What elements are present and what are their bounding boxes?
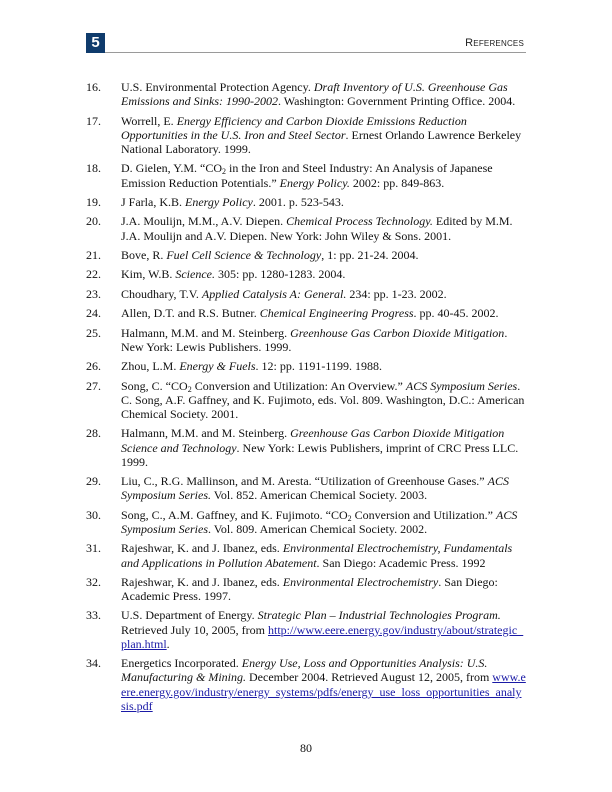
reference-number: 17. (86, 113, 101, 128)
reference-segment: U.S. Department of Energy. (121, 608, 258, 623)
reference-list (86, 80, 526, 718)
reference-segment: Zhou, L.M. (121, 359, 180, 374)
header-rule (105, 52, 526, 53)
reference-text (121, 474, 526, 502)
reference-number: 16. (86, 80, 101, 94)
reference-item (86, 326, 526, 354)
reference-text (121, 426, 526, 469)
reference-text (121, 267, 526, 281)
reference-number: 25. (86, 325, 101, 340)
reference-segment: . Washington: Government Printing Office. 2004. (278, 94, 516, 109)
reference-text (121, 161, 526, 189)
reference-segment: Energetics Incorporated. (121, 656, 242, 671)
reference-text (121, 195, 526, 209)
reference-title: Energy Efficiency and Carbon Dioxide Emissions Reduction Opportunities in the U.S. Iron and Steel Sector (121, 113, 467, 142)
reference-number: 29. (86, 474, 101, 489)
reference-number: 32. (86, 574, 101, 589)
reference-segment: . San Diego: Academic Press. 1992 (316, 555, 486, 570)
reference-text (121, 608, 526, 651)
reference-number: 33. (86, 608, 101, 623)
reference-title: Greenhouse Gas Carbon Dioxide Mitigation (290, 325, 505, 340)
reference-title: Greenhouse Gas Carbon Dioxide Mitigation Science and Technology (121, 426, 505, 455)
reference-segment: Conversion and Utilization: An Overview.” (191, 378, 406, 393)
reference-text (121, 114, 526, 157)
reference-segment: Conversion and Utilization.” (351, 507, 496, 522)
reference-segment: Bove, R. (121, 247, 167, 262)
reference-item (86, 656, 526, 713)
reference-segment: 234: pp. 1-23. 2002. (346, 286, 447, 301)
reference-item (86, 359, 526, 373)
reference-text (121, 287, 526, 301)
reference-item (86, 161, 526, 189)
reference-title: Environmental Electrochemistry (282, 574, 439, 589)
reference-item (86, 287, 526, 301)
reference-item (86, 575, 526, 603)
reference-text (121, 541, 526, 569)
reference-item (86, 248, 526, 262)
reference-number: 30. (86, 507, 101, 522)
reference-segment: Liu, C., R.G. Mallinson, and M. Aresta. “Utilization of Greenhouse Gases.” (121, 474, 488, 489)
page-number: 80 (300, 741, 312, 755)
reference-segment: Edited by M.M. J.A. Moulijn and A.V. Diepen. New York: John Wiley & Sons. 2001. (121, 214, 513, 243)
reference-segment: Rajeshwar, K. and J. Ibanez, eds. (121, 574, 283, 589)
reference-text (121, 656, 526, 713)
reference-segment: Worrell, E. (121, 113, 177, 128)
reference-number: 27. (86, 378, 101, 393)
reference-text (121, 508, 526, 536)
reference-title: Environmental Electrochemistry, Fundamentals and Applications in Pollution Abatement (121, 541, 513, 570)
reference-text (121, 248, 526, 262)
reference-link[interactable]: www.eere.energy.gov/industry/energy_systems/pdfs/energy_use_loss_opportunities_analysis.pdf (121, 670, 526, 713)
reference-item (86, 114, 526, 157)
reference-number: 21. (86, 247, 101, 262)
reference-segment: . pp. 40-45. 2002. (413, 306, 499, 321)
reference-number: 31. (86, 541, 101, 556)
reference-segment: J Farla, K.B. (121, 194, 185, 209)
reference-title: ACS Symposium Series. (121, 474, 509, 503)
reference-segment: . Vol. 809. American Chemical Society. 2002. (208, 521, 428, 536)
reference-segment: 2002: pp. 849-863. (349, 175, 445, 190)
reference-item (86, 379, 526, 422)
reference-link[interactable]: http://www.eere.energy.gov/industry/about/strategic_plan.html (121, 622, 524, 651)
reference-text (121, 80, 526, 108)
reference-title: Energy Use, Loss and Opportunities Analysis: U.S. Manufacturing & Mining. (121, 656, 488, 685)
reference-item (86, 508, 526, 536)
reference-item (86, 608, 526, 651)
subscript: 2 (222, 167, 226, 177)
reference-segment: . New York: Lewis Publishers. 1999. (121, 325, 508, 354)
reference-title: Draft Inventory of U.S. Greenhouse Gas Emissions and Sinks: 1990-2002 (121, 80, 508, 109)
reference-text (121, 379, 526, 422)
reference-segment: Song, C. “CO (121, 378, 188, 393)
reference-segment: . Ernest Orlando Lawrence Berkeley National Laboratory. 1999. (121, 127, 522, 156)
reference-segment: . 2001. p. 523-543. (252, 194, 344, 209)
reference-number: 24. (86, 306, 101, 321)
reference-title: Energy Policy (185, 194, 253, 209)
reference-segment: . (166, 636, 170, 651)
reference-segment: . New York: Lewis Publishers, imprint of CRC Press LLC. 1999. (121, 440, 519, 469)
reference-number: 26. (86, 359, 101, 374)
reference-item (86, 306, 526, 320)
reference-segment: Rajeshwar, K. and J. Ibanez, eds. (121, 541, 283, 556)
reference-number: 20. (86, 214, 101, 229)
reference-text (121, 359, 526, 373)
reference-title: Chemical Process Technology. (286, 214, 433, 229)
reference-number: 18. (86, 161, 101, 176)
section-title: References (465, 37, 524, 49)
reference-number: 23. (86, 286, 101, 301)
reference-item (86, 541, 526, 569)
reference-segment: , 1: pp. 21-24. 2004. (321, 247, 419, 262)
reference-title: Applied Catalysis A: General. (201, 286, 347, 301)
reference-segment: Halmann, M.M. and M. Steinberg. (121, 426, 291, 441)
reference-segment: D. Gielen, Y.M. “CO (121, 161, 222, 176)
reference-segment: Retrieved July 10, 2005, from (121, 622, 268, 637)
reference-title: ACS Symposium Series (405, 378, 518, 393)
reference-text (121, 214, 526, 242)
reference-segment: J.A. Moulijn, M.M., A.V. Diepen. (121, 214, 287, 229)
reference-number: 28. (86, 426, 101, 441)
reference-segment: Vol. 852. American Chemical Society. 2003. (211, 488, 428, 503)
reference-text (121, 326, 526, 354)
reference-segment: . 12: pp. 1191-1199. 1988. (255, 359, 382, 374)
reference-segment: . C. Song, A.F. Gaffney, and K. Fujimoto, eds. Vol. 809. Washington, D.C.: American Chemical Society. 2001. (121, 378, 525, 421)
reference-segment: Choudhary, T.V. (121, 286, 202, 301)
reference-item (86, 80, 526, 108)
reference-title: Fuel Cell Science & Technology (166, 247, 322, 262)
chapter-badge: 5 (86, 33, 105, 53)
subscript: 2 (187, 384, 192, 394)
reference-number: 19. (86, 194, 101, 209)
reference-title: Energy & Fuels (179, 359, 256, 374)
reference-item (86, 426, 526, 469)
reference-text (121, 575, 526, 603)
reference-segment: in the Iron and Steel Industry: An Analysis of Japanese Emission Reduction Potentials.” (121, 161, 493, 190)
reference-segment: U.S. Environmental Protection Agency. (121, 80, 314, 94)
reference-number: 34. (86, 656, 101, 671)
reference-item (86, 474, 526, 502)
reference-number: 22. (86, 267, 101, 282)
reference-item (86, 267, 526, 281)
reference-segment: Halmann, M.M. and M. Steinberg. (121, 325, 291, 340)
reference-title: Energy Policy. (279, 175, 350, 190)
subscript: 2 (347, 513, 352, 523)
page-header (86, 33, 526, 53)
reference-title: Strategic Plan – Industrial Technologies Program. (257, 608, 501, 623)
reference-title: ACS Symposium Series (121, 507, 518, 536)
reference-item (86, 214, 526, 242)
reference-segment: December 2004. Retrieved August 12, 2005, from (246, 670, 493, 685)
reference-segment: 305: pp. 1280-1283. 2004. (215, 267, 346, 282)
reference-title: Chemical Engineering Progress (259, 306, 414, 321)
reference-text (121, 306, 526, 320)
reference-item (86, 195, 526, 209)
reference-segment: Song, C., A.M. Gaffney, and K. Fujimoto. “CO (121, 507, 348, 522)
reference-segment: . San Diego: Academic Press. 1997. (121, 574, 498, 604)
reference-segment: Allen, D.T. and R.S. Butner. (121, 306, 260, 321)
reference-title: Science. (175, 267, 215, 282)
reference-segment: Kim, W.B. (121, 267, 176, 282)
